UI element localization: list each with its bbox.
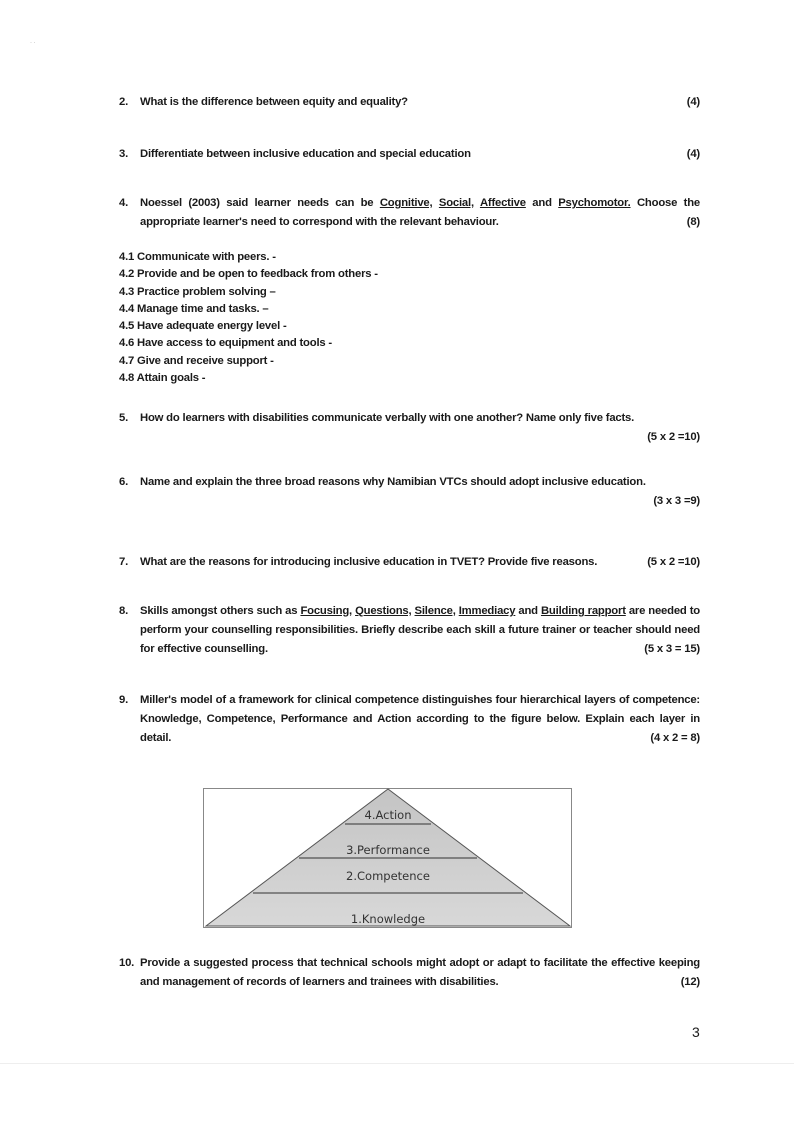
- question-number: 6.: [119, 476, 129, 488]
- question-number: 3.: [119, 148, 129, 160]
- question-number: 9.: [119, 694, 129, 706]
- question-number: 10.: [119, 957, 135, 969]
- question-4: [119, 194, 700, 232]
- question-marks: (8): [681, 213, 700, 232]
- sub-item: 4.8 Attain goals -: [119, 372, 206, 385]
- question-10: [119, 954, 700, 992]
- question-number: 2.: [119, 96, 129, 108]
- question-marks: (4): [681, 93, 700, 112]
- sub-item: 4.3 Practice problem solving –: [119, 285, 276, 298]
- question-7: [119, 553, 700, 572]
- millers-pyramid-figure: [203, 788, 572, 928]
- question-text: Provide a suggested process that technical schools might adopt or adapt to facilitate the effective keeping and management of records of learners and trainees with disabilities.: [140, 957, 700, 988]
- text-segment: Choose the appropriate learner's need to correspond with the relevant behaviour.: [140, 197, 700, 228]
- question-number: 7.: [119, 556, 129, 568]
- question-9: [119, 691, 700, 748]
- underlined-term: Affective: [479, 197, 526, 209]
- sub-item: 4.1 Communicate with peers. -: [119, 251, 276, 263]
- question-text: [140, 602, 700, 659]
- question-text: [140, 194, 700, 232]
- question-2: [119, 93, 700, 112]
- layer-action: 4.Action: [364, 808, 412, 822]
- question-8: [119, 602, 700, 659]
- question-marks: (5 x 2 =10): [641, 553, 700, 572]
- question-4-items: [119, 249, 378, 387]
- page-edge: [0, 1063, 794, 1064]
- question-marks: (5 x 3 = 15): [638, 640, 700, 659]
- text-segment: Skills amongst others such as: [140, 605, 301, 617]
- question-3: [119, 145, 700, 164]
- scan-speck: · ·: [30, 40, 36, 46]
- sub-item: 4.6 Have access to equipment and tools -: [119, 337, 332, 350]
- underlined-term: Focusing,: [300, 605, 352, 617]
- question-number: 4.: [119, 197, 129, 209]
- layer-knowledge: 1.Knowledge: [350, 912, 426, 926]
- question-marks: (5 x 2 =10): [647, 431, 700, 443]
- sub-item: 4.4 Manage time and tasks. –: [119, 302, 269, 315]
- layer-performance: 3.Performance: [346, 843, 430, 857]
- page-number: 3: [692, 1024, 700, 1040]
- sub-item: 4.7 Give and receive support -: [119, 354, 274, 367]
- question-text: How do learners with disabilities communicate verbally with one another? Name only five facts.: [140, 412, 635, 424]
- question-text: What is the difference between equity and equality?: [140, 96, 408, 108]
- pyramid-diagram: [203, 788, 572, 928]
- question-5: [119, 409, 700, 447]
- question-text: Name and explain the three broad reasons why Namibian VTCs should adopt inclusive education.: [140, 476, 646, 488]
- question-marks: (3 x 3 =9): [653, 495, 700, 507]
- underlined-term: Silence,: [414, 605, 456, 617]
- text-segment: and: [515, 605, 541, 617]
- underlined-term: Psychomotor.: [558, 197, 631, 209]
- question-number: 5.: [119, 412, 129, 424]
- sub-item: 4.5 Have adequate energy level -: [119, 320, 287, 333]
- underlined-term: Cognitive,: [379, 197, 433, 209]
- underlined-term: Social,: [438, 197, 474, 209]
- question-marks: (12): [675, 973, 700, 992]
- underlined-term: Building rapport: [540, 605, 626, 617]
- question-number: 8.: [119, 605, 129, 617]
- layer-competence: 2.Competence: [346, 869, 430, 883]
- underlined-term: Immediacy: [458, 605, 516, 617]
- question-marks: (4 x 2 = 8): [644, 729, 700, 748]
- question-text: Differentiate between inclusive education and special education: [140, 148, 471, 160]
- sub-item: 4.2 Provide and be open to feedback from others -: [119, 268, 378, 281]
- question-text: Miller's model of a framework for clinical competence distinguishes four hierarchical layers of competence: Knowledge, Competence, Performance and Action according to the figure below. Explain each layer in detail.: [140, 694, 700, 744]
- question-6: [119, 473, 700, 511]
- text-segment: are needed to perform your counselling responsibilities. Briefly describe each skill a future trainer or teacher should need for effective counselling.: [140, 605, 700, 655]
- question-marks: (4): [681, 145, 700, 164]
- question-text: What are the reasons for introducing inclusive education in TVET? Provide five reasons.: [140, 556, 598, 568]
- underlined-term: Questions,: [355, 605, 412, 617]
- text-segment: and: [525, 197, 559, 209]
- text-segment: Noessel (2003) said learner needs can be: [140, 197, 380, 209]
